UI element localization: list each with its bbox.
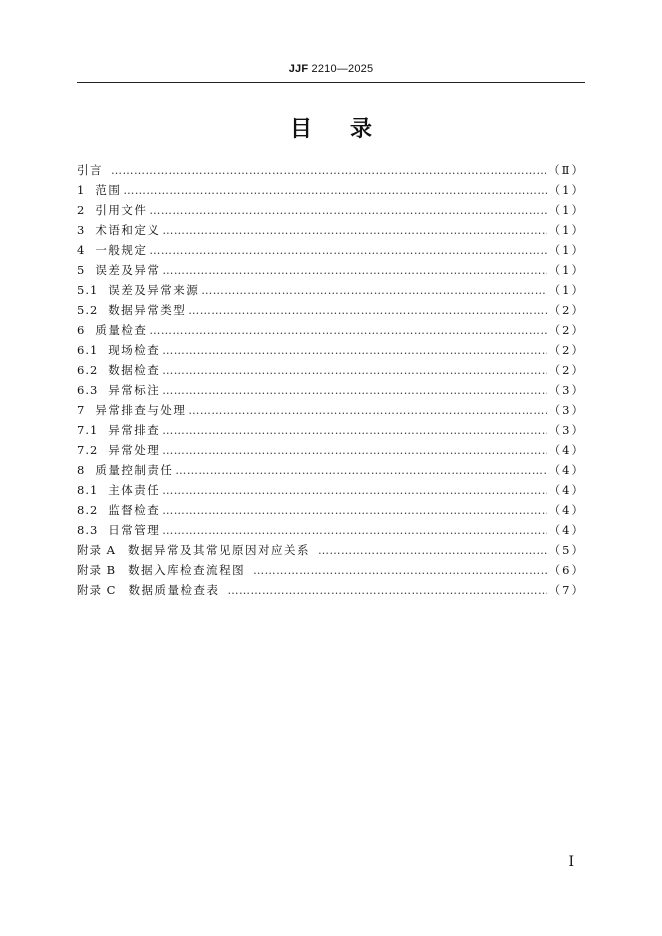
toc-entry-number: 8.2 <box>77 503 99 517</box>
toc-entry-label: 日常管理 <box>108 523 161 537</box>
toc-entry-number: 5.2 <box>77 303 99 317</box>
toc-entry-leader <box>111 161 546 181</box>
toc-entry-leader <box>162 261 546 281</box>
toc-entry-page: （4） <box>548 503 585 517</box>
toc-entry-leader <box>162 361 546 381</box>
toc-entry-leader <box>162 441 546 461</box>
toc-entry-page: （3） <box>548 403 585 417</box>
toc-entry[interactable] <box>77 500 585 520</box>
toc-entry-page: （1） <box>548 283 585 297</box>
toc-entry-page: （2） <box>548 323 585 337</box>
toc-entry-page: （6） <box>548 563 585 577</box>
toc-entry-page: （1） <box>548 243 585 257</box>
toc-entry[interactable] <box>77 360 585 380</box>
toc-entry-label: 误差及异常 <box>95 263 161 277</box>
toc-entry-label: 质量控制责任 <box>95 463 174 477</box>
toc-entry-label: 一般规定 <box>95 243 148 257</box>
toc-entry-leader <box>227 581 546 601</box>
toc-entry-page: （7） <box>548 583 585 597</box>
toc-entry-leader <box>162 221 546 241</box>
toc-entry[interactable] <box>77 560 585 580</box>
toc-entry[interactable] <box>77 400 585 420</box>
toc-entry-page: （2） <box>548 303 585 317</box>
toc-entry[interactable] <box>77 320 585 340</box>
toc-entry-number: 6 <box>77 323 86 337</box>
toc-entry[interactable] <box>77 240 585 260</box>
toc-entry-leader <box>253 561 547 581</box>
toc-entry-page: （1） <box>548 263 585 277</box>
toc-entry-label: 异常排查 <box>108 423 161 437</box>
toc-entry[interactable] <box>77 340 585 360</box>
toc-entry-leader <box>149 241 546 261</box>
toc-entry-number: 7 <box>77 403 86 417</box>
toc-entry-number: 附录 B <box>77 563 117 577</box>
toc-entry-page: （3） <box>548 423 585 437</box>
toc-entry-label: 引言 <box>77 163 103 177</box>
toc-entry-label: 误差及异常来源 <box>108 283 200 297</box>
toc-entry-number: 8.1 <box>77 483 99 497</box>
toc-entry[interactable] <box>77 520 585 540</box>
toc-entry-page: （1） <box>548 183 585 197</box>
toc-entry-number: 6.3 <box>77 383 99 397</box>
toc-entry-label: 异常处理 <box>108 443 161 457</box>
toc-entry-leader <box>162 481 546 501</box>
toc-entry-label: 数据异常类型 <box>108 303 187 317</box>
toc-entry-label: 质量检查 <box>95 323 148 337</box>
toc-entry-leader <box>175 461 546 481</box>
document-code-prefix: JJF <box>288 63 309 75</box>
toc-entry-page: （1） <box>548 203 585 217</box>
toc-entry[interactable] <box>77 580 585 600</box>
toc-entry-number: 4 <box>77 243 86 257</box>
toc-entry-label: 现场检查 <box>108 343 161 357</box>
toc-entry[interactable] <box>77 220 585 240</box>
toc-entry-page: （1） <box>548 223 585 237</box>
toc-entry[interactable] <box>77 200 585 220</box>
toc-entry-page: （2） <box>548 363 585 377</box>
toc-entry-number: 8.3 <box>77 523 99 537</box>
toc-entry[interactable] <box>77 280 585 300</box>
toc-entry-label: 范围 <box>95 183 122 197</box>
toc-entry-leader <box>162 501 546 521</box>
toc-entry-number: 1 <box>77 183 86 197</box>
document-code <box>0 63 662 75</box>
toc-entry-number: 5 <box>77 263 86 277</box>
toc-entry-number: 7.2 <box>77 443 99 457</box>
toc-entry[interactable] <box>77 420 585 440</box>
toc-entry-number: 2 <box>77 203 86 217</box>
toc-entry-leader <box>201 281 546 301</box>
toc-entry[interactable] <box>77 440 585 460</box>
toc-entry[interactable] <box>77 300 585 320</box>
toc-entry-leader <box>188 401 546 421</box>
toc-entry-page: （Ⅱ） <box>548 163 585 177</box>
toc-entry-page: （5） <box>548 543 585 557</box>
toc-entry-label: 数据质量检查表 <box>128 583 220 597</box>
toc-entry-leader <box>162 521 546 541</box>
toc-entry-number: 7.1 <box>77 423 99 437</box>
toc-entry-leader <box>188 301 546 321</box>
toc-entry-label: 数据检查 <box>108 363 161 377</box>
toc-entry-page: （3） <box>548 383 585 397</box>
toc-entry-label: 异常排查与处理 <box>95 403 187 417</box>
toc-entry-leader <box>149 201 546 221</box>
toc-entry-page: （2） <box>548 343 585 357</box>
table-of-contents <box>77 160 585 600</box>
toc-entry-leader <box>318 541 547 561</box>
toc-entry-label: 数据入库检查流程图 <box>128 563 246 577</box>
toc-entry[interactable] <box>77 540 585 560</box>
header-rule <box>77 82 585 83</box>
toc-entry-label: 引用文件 <box>95 203 148 217</box>
toc-entry[interactable] <box>77 480 585 500</box>
toc-entry-number: 3 <box>77 223 86 237</box>
toc-entry[interactable] <box>77 460 585 480</box>
toc-entry[interactable] <box>77 260 585 280</box>
toc-entry-leader <box>123 181 546 201</box>
toc-entry-number: 5.1 <box>77 283 99 297</box>
toc-entry[interactable] <box>77 160 585 180</box>
toc-entry-page: （4） <box>548 523 585 537</box>
toc-entry-number: 8 <box>77 463 86 477</box>
page-number: Ⅰ <box>568 854 574 870</box>
toc-entry-number: 附录 C <box>77 583 117 597</box>
toc-entry-label: 术语和定义 <box>95 223 161 237</box>
document-code-number: 2210—2025 <box>308 63 374 75</box>
toc-entry-number: 附录 A <box>77 543 116 557</box>
toc-entry-label: 数据异常及其常见原因对应关系 <box>127 543 310 557</box>
toc-entry-number: 6.2 <box>77 363 99 377</box>
toc-entry-label: 异常标注 <box>108 383 161 397</box>
toc-entry[interactable] <box>77 180 585 200</box>
toc-entry[interactable] <box>77 380 585 400</box>
toc-entry-page: （4） <box>548 483 585 497</box>
toc-entry-leader <box>149 321 546 341</box>
toc-entry-page: （4） <box>548 463 585 477</box>
toc-entry-leader <box>162 381 546 401</box>
toc-entry-label: 主体责任 <box>108 483 161 497</box>
page-title: 目录 <box>289 116 410 142</box>
toc-entry-label: 监督检查 <box>108 503 161 517</box>
toc-entry-page: （4） <box>548 443 585 457</box>
toc-entry-leader <box>162 421 546 441</box>
toc-entry-number: 6.1 <box>77 343 99 357</box>
toc-entry-leader <box>162 341 546 361</box>
